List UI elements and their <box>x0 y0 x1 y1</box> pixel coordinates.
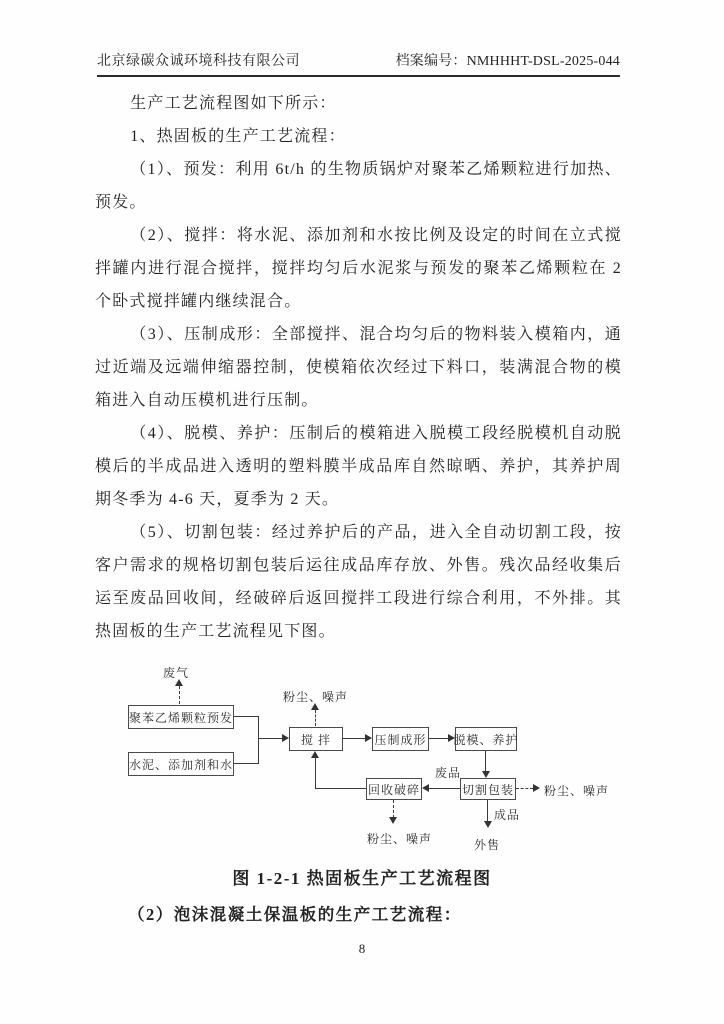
connector-line <box>429 738 448 739</box>
file-number-label: 档案编号： <box>395 54 467 69</box>
process-box-label: 回收破碎 <box>367 782 420 797</box>
connector-line <box>485 751 486 772</box>
process-box-pressing <box>372 727 429 751</box>
dust-dashed-line <box>393 800 394 818</box>
paragraph: （2）、搅拌：将水泥、添加剂和水按比例及设定的时间在立式搅拌罐内进行混合搅拌，搅拌均匀后水泥浆与预发的聚苯乙烯颗粒在 2 个卧式搅拌罐内继续混合。 <box>95 227 622 310</box>
sale-label: 外售 <box>474 838 501 852</box>
connector-line <box>234 716 259 717</box>
paragraph: 生产工艺流程图如下所示： <box>130 95 337 112</box>
connector-line <box>258 738 282 739</box>
dust-noise-label: 粉尘、噪声 <box>544 784 610 798</box>
file-number-value: NMHHHT-DSL-2025-044 <box>466 54 620 69</box>
paragraph: （5）、切割包装：经过养护后的产品，进入全自动切割工段，按客户需求的规格切割包装后运往成品库存放、外售。残次品经收集后运至废品回收间，经破碎后返回搅拌工段进行综合利用，不外排。其热固板的生产工艺流程见下图。 <box>95 524 622 640</box>
arrow-left-icon <box>422 784 429 792</box>
waste-label: 废品 <box>435 766 462 780</box>
process-box-label: 搅 拌 <box>300 732 331 747</box>
process-box-label: 压制成形 <box>374 732 427 747</box>
product-label: 成品 <box>494 808 521 822</box>
arrow-right-icon <box>365 734 372 742</box>
connector-line <box>315 758 316 789</box>
connector-line <box>258 716 259 764</box>
dust-noise-label: 粉尘、噪声 <box>283 690 349 704</box>
arrow-up-icon <box>311 703 319 710</box>
process-box-demolding <box>455 727 517 751</box>
dust-noise-label: 粉尘、噪声 <box>367 832 433 846</box>
process-box-pre-expansion <box>128 705 234 729</box>
arrow-up-icon <box>311 751 319 758</box>
page-header <box>97 50 620 77</box>
dust-dashed-line <box>516 788 533 789</box>
process-box-materials <box>128 752 234 776</box>
paragraph: 1、热固板的生产工艺流程： <box>130 128 346 145</box>
connector-line <box>315 788 366 789</box>
process-flowchart <box>100 650 660 864</box>
page-number: 8 <box>358 941 366 956</box>
dust-dashed-line <box>315 710 316 726</box>
process-box-label: 脱模、养护 <box>453 732 519 747</box>
connector-line <box>429 788 460 789</box>
paragraph: （4）、脱模、养护：压制后的模箱进入脱模工段经脱模机自动脱模后的半成品进入透明的塑料膜半成品库自然晾晒、养护，其养护周期冬季为 4-6 天，夏季为 2 天。 <box>95 425 622 508</box>
process-box-label: 聚苯乙烯颗粒预发 <box>129 710 234 725</box>
arrow-down-icon <box>389 817 397 824</box>
connector-line <box>343 738 365 739</box>
process-box-label: 水泥、添加剂和水 <box>129 757 234 772</box>
arrow-down-icon <box>484 821 492 828</box>
connector-line <box>487 800 488 822</box>
process-box-cutting <box>460 778 516 800</box>
body-text <box>95 87 622 647</box>
paragraph: （1）、预发：利用 6t/h 的生物质锅炉对聚苯乙烯颗粒进行加热、预发。 <box>95 161 622 211</box>
file-number <box>396 50 620 70</box>
process-box-recycling <box>366 778 422 800</box>
waste-gas-dashed-line <box>179 686 180 704</box>
arrow-right-icon <box>282 734 289 742</box>
arrow-up-icon <box>175 679 183 686</box>
section-heading: （2）泡沫混凝土保温板的生产工艺流程： <box>128 905 462 924</box>
arrow-down-icon <box>482 771 490 778</box>
company-name: 北京绿碳众诚环境科技有限公司 <box>97 54 300 69</box>
connector-line <box>234 763 259 764</box>
waste-gas-label: 废气 <box>163 666 190 680</box>
paragraph: （3）、压制成形：全部搅拌、混合均匀后的物料装入模箱内，通过近端及远端伸缩器控制，使模箱依次经过下料口，装满混合物的模箱进入自动压模机进行压制。 <box>95 326 622 409</box>
arrow-right-icon <box>533 784 540 792</box>
process-box-mixing <box>289 727 343 751</box>
process-box-label: 切割包装 <box>461 782 514 797</box>
figure-caption: 图 1-2-1 热固板生产工艺流程图 <box>232 869 492 888</box>
